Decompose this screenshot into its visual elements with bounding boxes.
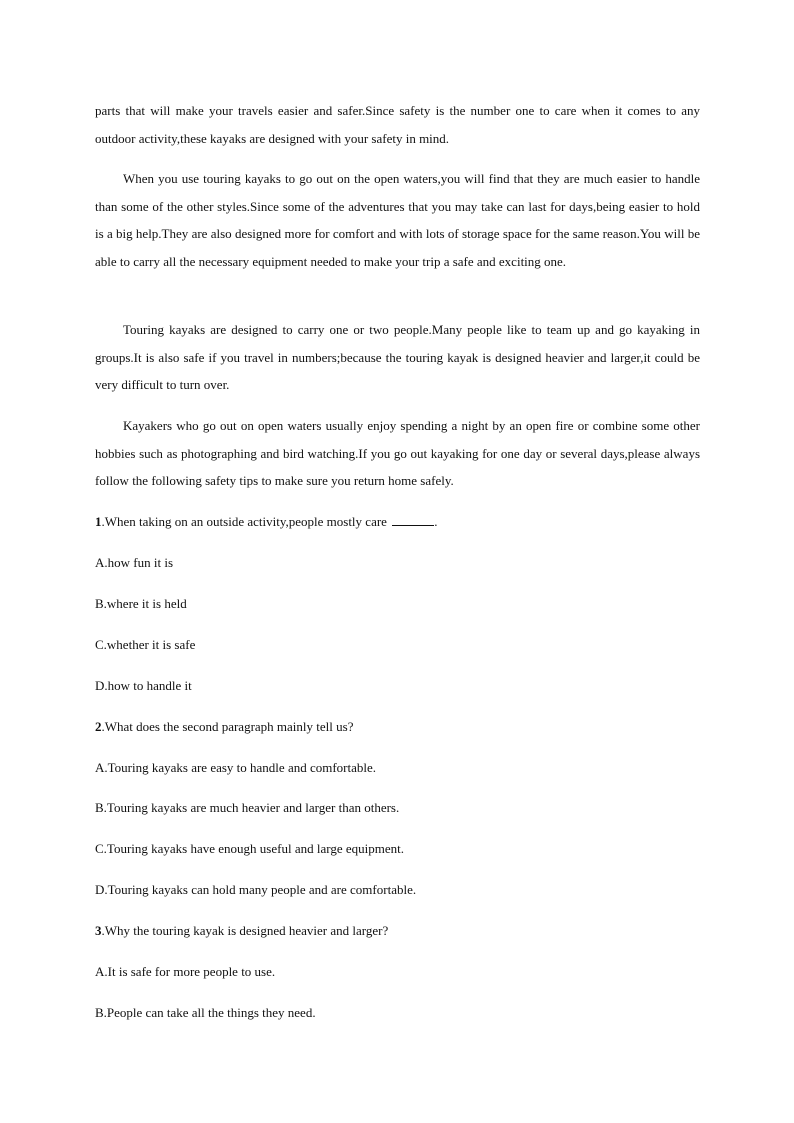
question-2-option-d: D.Touring kayaks can hold many people and are comfortable. bbox=[95, 882, 417, 897]
question-2-option-b: B.Touring kayaks are much heavier and larger than others. bbox=[95, 800, 400, 815]
question-3-option-b: B.People can take all the things they need. bbox=[95, 1005, 316, 1020]
question-text: .What does the second paragraph mainly tell us? bbox=[101, 719, 354, 734]
question-1-option-d: D.how to handle it bbox=[95, 678, 192, 693]
question-3 bbox=[95, 921, 700, 941]
question-1-option-b: B.where it is held bbox=[95, 596, 187, 611]
question-number: 2 bbox=[95, 719, 102, 734]
question-3-option-a: A.It is safe for more people to use. bbox=[95, 964, 276, 979]
passage-paragraph-2: When you use touring kayaks to go out on the open waters,you will find that they are much easier to handle than some of the other styles.Since some of the adventures that you may take can last for days,being easier to hold is a big help.They are also designed more for comfort and with lots of storage space for the same reason.You will be able to carry all the necessary equipment needed to make your trip a safe and exciting one. bbox=[95, 171, 700, 269]
question-2-option-c: C.Touring kayaks have enough useful and large equipment. bbox=[95, 841, 404, 856]
answer-blank bbox=[392, 513, 434, 526]
question-1-option-c: C.whether it is safe bbox=[95, 637, 196, 652]
question-1 bbox=[95, 512, 700, 532]
question-2 bbox=[95, 717, 700, 737]
passage-paragraph-3: Touring kayaks are designed to carry one or two people.Many people like to team up and go kayaking in groups.It is also safe if you travel in numbers;because the touring kayak is designed heavier and larger,it could be very difficult to turn over. bbox=[95, 322, 700, 393]
question-number: 3 bbox=[95, 923, 102, 938]
question-2-option-a: A.Touring kayaks are easy to handle and comfortable. bbox=[95, 760, 377, 775]
passage-paragraph-4: Kayakers who go out on open waters usually enjoy spending a night by an open fire or combine some other hobbies such as photographing and bird watching.If you go out kayaking for one day or several days,please always follow the following safety tips to make sure you return home safely. bbox=[95, 418, 700, 489]
question-suffix: . bbox=[434, 514, 438, 529]
question-1-option-a: A.how fun it is bbox=[95, 555, 173, 570]
question-text: .When taking on an outside activity,people mostly care bbox=[101, 514, 387, 529]
passage-paragraph-continued: parts that will make your travels easier and safer.Since safety is the number one to care when it comes to any outdoor activity,these kayaks are designed with your safety in mind. bbox=[95, 103, 700, 146]
question-number: 1 bbox=[95, 514, 102, 529]
question-text: .Why the touring kayak is designed heavier and larger? bbox=[101, 923, 389, 938]
